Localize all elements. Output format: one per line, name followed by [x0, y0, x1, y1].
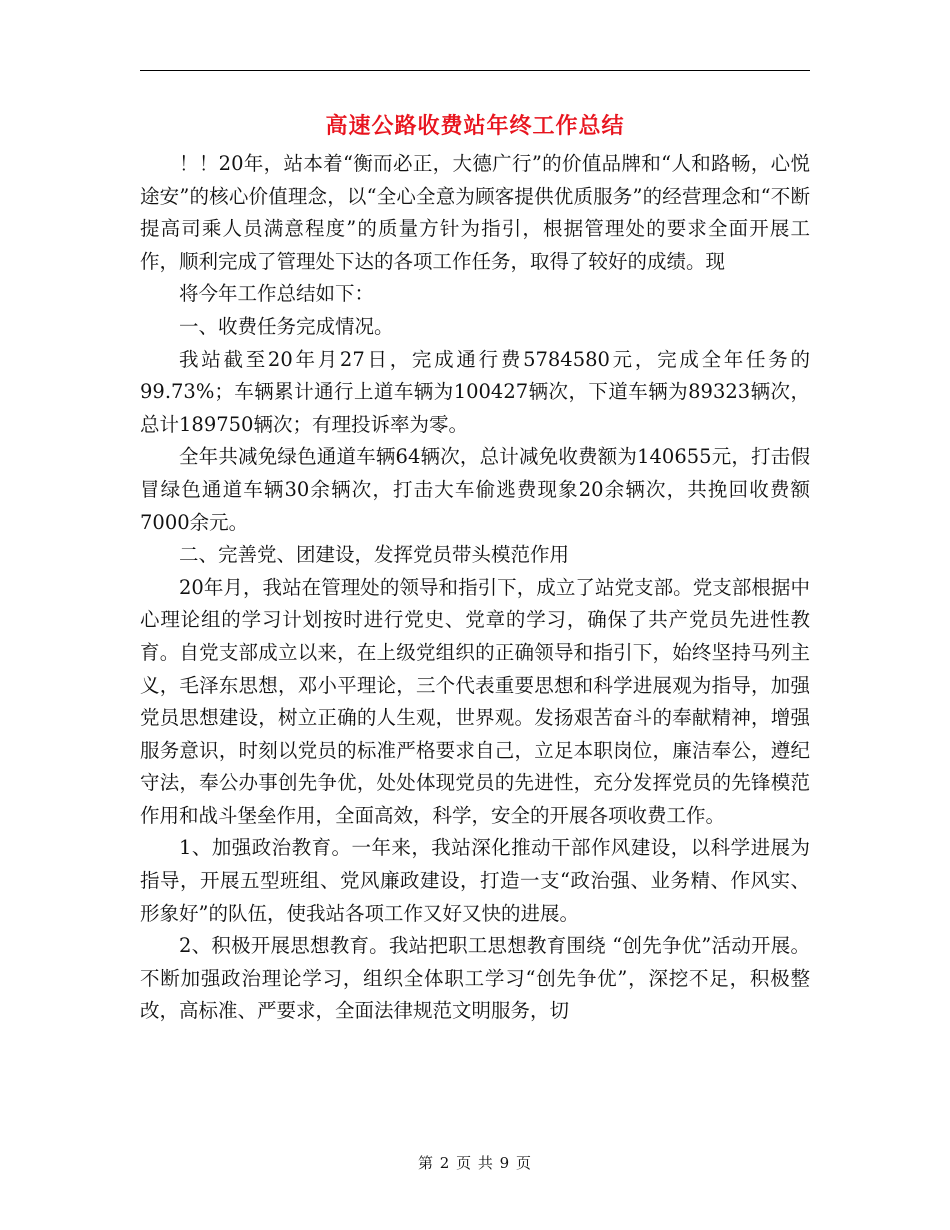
section-heading-1: 一、收费任务完成情况。 [179, 314, 394, 338]
paragraph-toll-results: 我站截至20年月27日，完成通行费5784580元，完成全年任务的99.73%；车辆累计通行上道车辆为100427辆次，下道车辆为89323辆次，总计189750辆次；有理投诉率为零。 [140, 347, 810, 436]
document-body [140, 148, 810, 1028]
paragraph-political-education: 1、加强政治教育。一年来，我站深化推动干部作风建设，以科学进展为指导，开展五型班组、党风廉政建设，打造一支“政治强、业务精、作风实、形象好”的队伍，使我站各项工作又好又快的进展。 [140, 836, 810, 925]
header-rule [140, 70, 810, 71]
paragraph-green-channel: 全年共减免绿色通道车辆64辆次，总计减免收费额为140655元，打击假冒绿色通道车辆30余辆次，打击大车偷逃费现象20余辆次，共挽回收费额7000余元。 [140, 445, 810, 534]
paragraph-intro: ！！20年，站本着“衡而必正，大德广行”的价值品牌和“人和路畅，心悦途安”的核心价值理念，以“全心全意为顾客提供优质服务”的经营理念和“不断提高司乘人员满意程度”的质量方针为指引，根据管理处的要求全面开展工作，顺利完成了管理处下达的各项工作任务，取得了较好的成绩。现 [140, 152, 810, 273]
paragraph-party-branch: 20年月，我站在管理处的领导和指引下，成立了站党支部。党支部根据中心理论组的学习计划按时进行党史、党章的学习，确保了共产党员先进性教育。自党支部成立以来，在上级党组织的正确领导和指引下，始终坚持马列主义，毛泽东思想，邓小平理论，三个代表重要思想和科学进展观为指导，加强党员思想建设，树立正确的人生观，世界观。发扬艰苦奋斗的奉献精神，增强服务意识，时刻以党员的标准严格要求自己，立足本职岗位，廉洁奉公，遵纪守法，奉公办事创先争优，处处体现党员的先进性，充分发挥党员的先锋模范作用和战斗堡垒作用，全面高效，科学，安全的开展各项收费工作。 [140, 575, 810, 827]
paragraph-ideological-education: 2、积极开展思想教育。我站把职工思想教育围绕 “创先争优”活动开展。不断加强政治理论学习，组织全体职工学习“创先争优”，深挖不足，积极整改，高标准、严要求，全面法律规范文明服务，切 [140, 934, 810, 1023]
page-number-footer: 第 2 页 共 9 页 [418, 1154, 532, 1172]
paragraph-summary-lead: 将今年工作总结如下： [179, 282, 375, 306]
section-heading-2: 二、完善党、团建设，发挥党员带头模范作用 [179, 543, 570, 567]
document-title: 高速公路收费站年终工作总结 [325, 113, 625, 139]
